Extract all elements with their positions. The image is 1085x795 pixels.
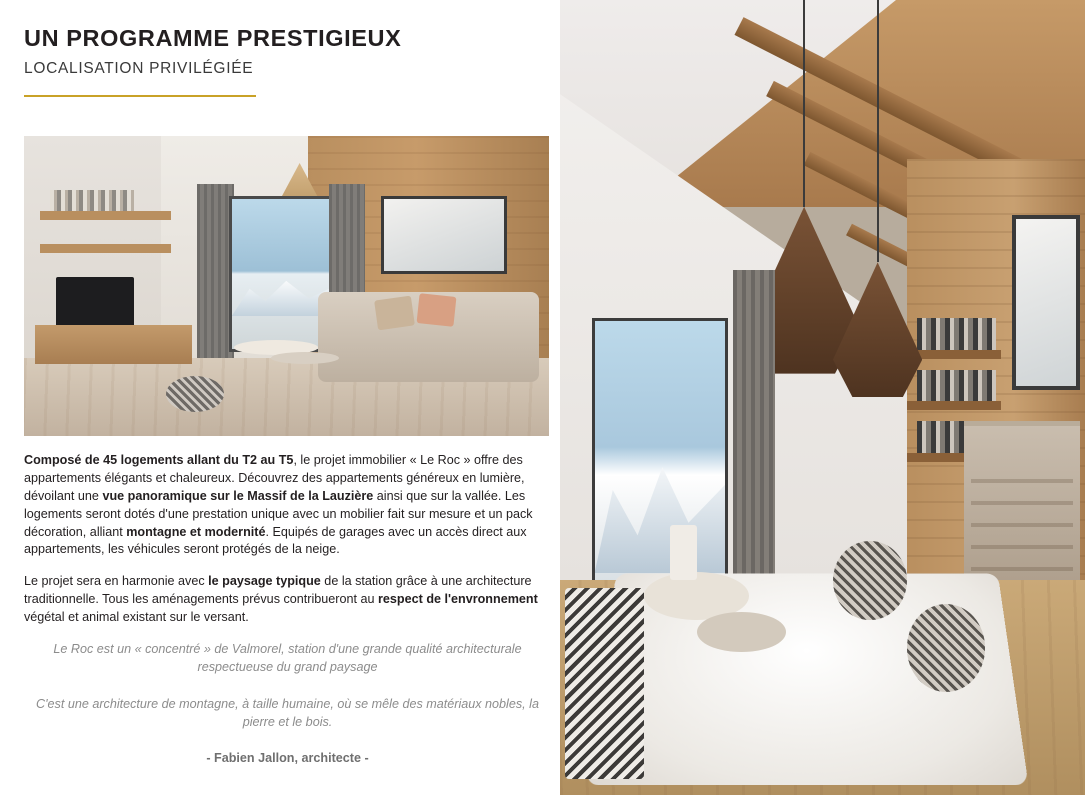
photo-books [50,190,134,211]
paragraph-two-bold-2: respect de l'envronnement [378,592,538,607]
quote-author: - Fabien Jallon, architecte - [206,751,369,765]
photo-television [56,277,135,328]
interior-chalet-photo [560,0,1085,795]
paragraph-two-segment-2: de la station grâce à une architecture traditionnelle. Tous les aménagements prévus contribueront au [24,574,532,607]
paragraph-one-segment-3: . Equipés de garages avec un accès direct aux appartements, les véhicules seront protégés de la neige. [24,524,527,557]
chalet-pendant-cord-1 [803,0,805,207]
paragraph-two-segment-3: végétal et animal existant sur le versant. [24,610,249,624]
chalet-vase [670,525,696,581]
paragraph-two-segment-1: Le projet sera en harmonie avec [24,574,209,589]
paragraph-one-segment-1: , le projet immobilier « Le Roc » offre des appartements élégants et chaleureux. Découvrez des appartements généreux en lumière, dévoilant une [24,453,525,503]
photo-sideboard [35,325,193,364]
paragraph-one-segment-2: ainsi que sur la vallée. Les logements seront dotés d'une prestation unique avec un mobilier fait sur mesure et un pack décoration, alliant [24,488,533,539]
paragraph-two [24,573,551,627]
quote-two: C'est une architecture de montagne, à taille humaine, où se mêle des matériaux nobles, la pierre et le bois. [36,696,539,729]
photo-pouf [166,376,224,412]
chalet-curtain [733,270,775,620]
paragraph-one-bold-2: vue panoramique sur le Massif de la Lauzière [102,488,374,503]
chalet-pendant-cord-2 [877,0,879,262]
photo-mirror [381,196,507,274]
chalet-pouf-1 [833,541,907,621]
chalet-mirror [1012,215,1080,390]
chalet-side-table [697,612,786,652]
chalet-armchair [565,588,644,779]
chalet-shelf-items-2 [917,370,996,406]
chalet-window-mountain-view [592,318,729,604]
photo-cushion-two [416,293,456,327]
body-copy [24,452,551,641]
paragraph-one [24,452,551,559]
interior-living-room-photo [24,136,549,436]
photo-shelf-upper [40,211,171,220]
paragraph-one-lead: Composé de 45 logements allant du T2 au T5 [24,453,294,467]
page-subtitle: LOCALISATION PRIVILÉGIÉE [24,59,254,77]
photo-side-table [271,352,339,364]
page-title: UN PROGRAMME PRESTIGIEUX [24,25,402,51]
photo-cushion-one [374,296,415,331]
quote-one: Le Roc est un « concentré » de Valmorel, station d'une grande qualité architecturale respectueuse du grand paysage [53,642,522,675]
paragraph-two-bold-1: le paysage typique [208,574,321,589]
chalet-shelf-items-1 [917,318,996,354]
chalet-shelf-2 [907,401,1002,410]
paragraph-one-bold-3: montagne et modernité [126,524,266,539]
title-divider [24,95,256,97]
architect-quotes [24,640,551,767]
photo-shelf-lower [40,244,171,253]
chalet-pouf-2 [907,604,986,691]
